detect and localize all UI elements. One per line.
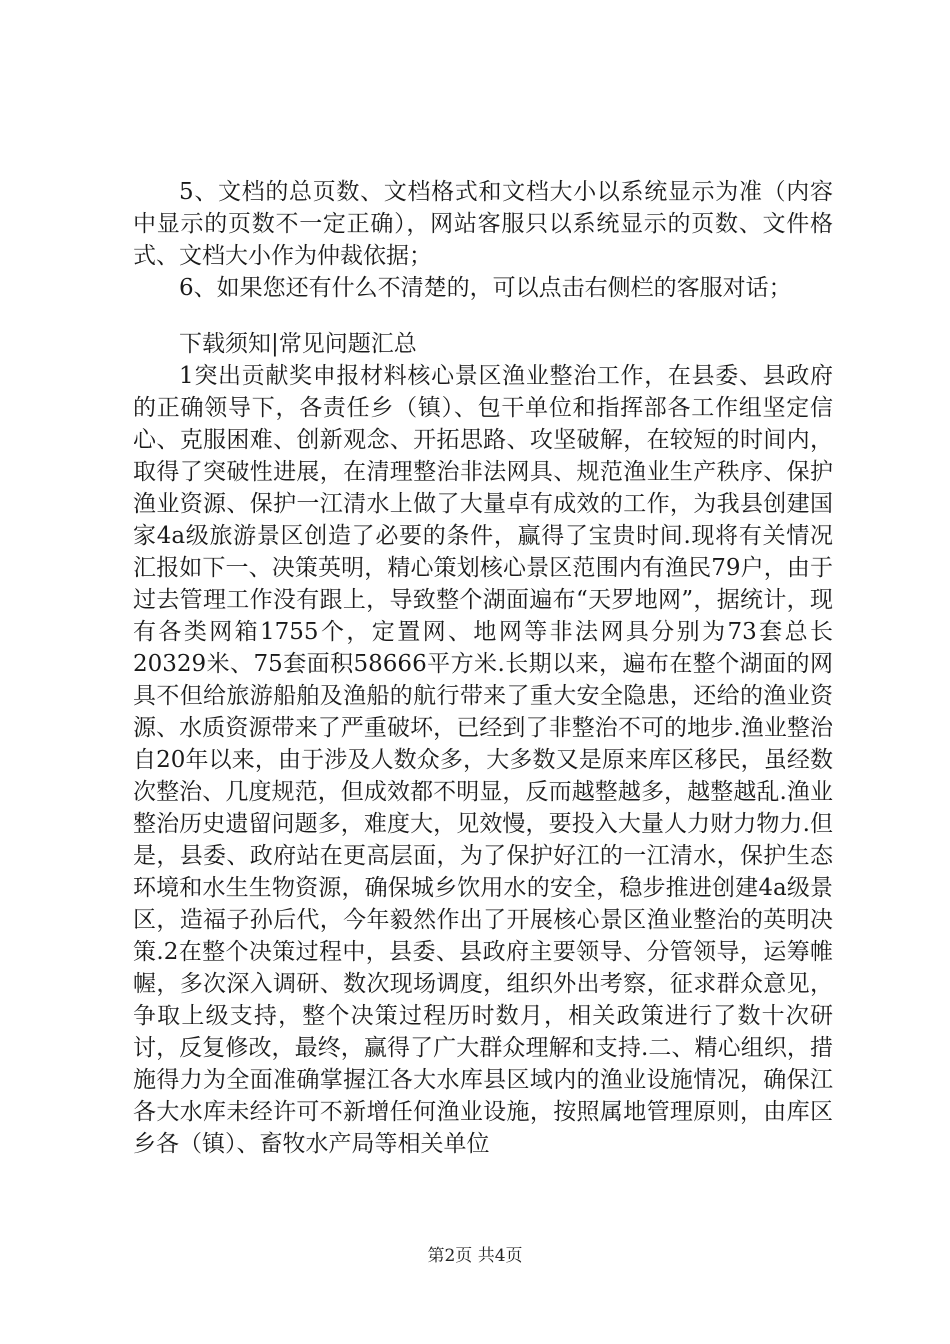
section-heading: 下载须知|常见问题汇总: [179, 331, 417, 357]
article-body: [133, 360, 833, 1160]
notice-item-6: 6、如果您还有什么不清楚的，可以点击右侧栏的客服对话；: [179, 275, 792, 301]
download-notices: [133, 176, 833, 304]
article-paragraph: 1突出贡献奖申报材料核心景区渔业整治工作，在县委、县政府的正确领导下，各责任乡（镇）、包干单位和指挥部各工作组坚定信心、克服困难、创新观念、开拓思路、攻坚破解，在较短的时间内，取得了突破性进展，在清理整治非法网具、规范渔业生产秩序、保护渔业资源、保护一江清水上做了大量卓有成效的工作，为我县创建国家4a级旅游景区创造了必要的条件，赢得了宝贵时间.现将有关情况汇报如下一、决策英明，精心策划核心景区范围内有渔民79户，由于过去管理工作没有跟上，导致整个湖面遍布“天罗地网”，据统计，现有各类网箱1755个，定置网、地网等非法网具分别为73套总长20329米、75套面积58666平方米.长期以来，遍布在整个湖面的网具不但给旅游船舶及渔船的航行带来了重大安全隐患，还给的渔业资源、水质资源带来了严重破坏，已经到了非整治不可的地步.渔业整治自20年以来，由于涉及人数众多，大多数又是原来库区移民，虽经数次整治、几度规范，但成效都不明显，反而越整越多，越整越乱.渔业整治历史遗留问题多，难度大，见效慢，要投入大量人力财力物力.但是，县委、政府站在更高层面，为了保护好江的一江清水，保护生态环境和水生生物资源，确保城乡饮用水的安全，稳步推进创建4a级景区，造福子孙后代，今年毅然作出了开展核心景区渔业整治的英明决策.2在整个决策过程中，县委、县政府主要领导、分管领导，运筹帷幄，多次深入调研、数次现场调度，组织外出考察，征求群众意见，争取上级支持，整个决策过程历时数月，相关政策进行了数十次研讨，反复修改，最终，赢得了广大群众理解和支持.二、精心组织，措施得力为全面准确掌握江各大水库县区域内的渔业设施情况，确保江各大水库未经许可不新增任何渔业设施，按照属地管理原则，由库区乡各（镇）、畜牧水产局等相关单位: [133, 363, 833, 1157]
notice-item-5: 5、文档的总页数、文档格式和文档大小以系统显示为准（内容中显示的页数不一定正确），网站客服只以系统显示的页数、文件格式、文档大小作为仲裁依据；: [133, 179, 833, 269]
page-number-footer: 第2页 共4页: [427, 1246, 523, 1266]
